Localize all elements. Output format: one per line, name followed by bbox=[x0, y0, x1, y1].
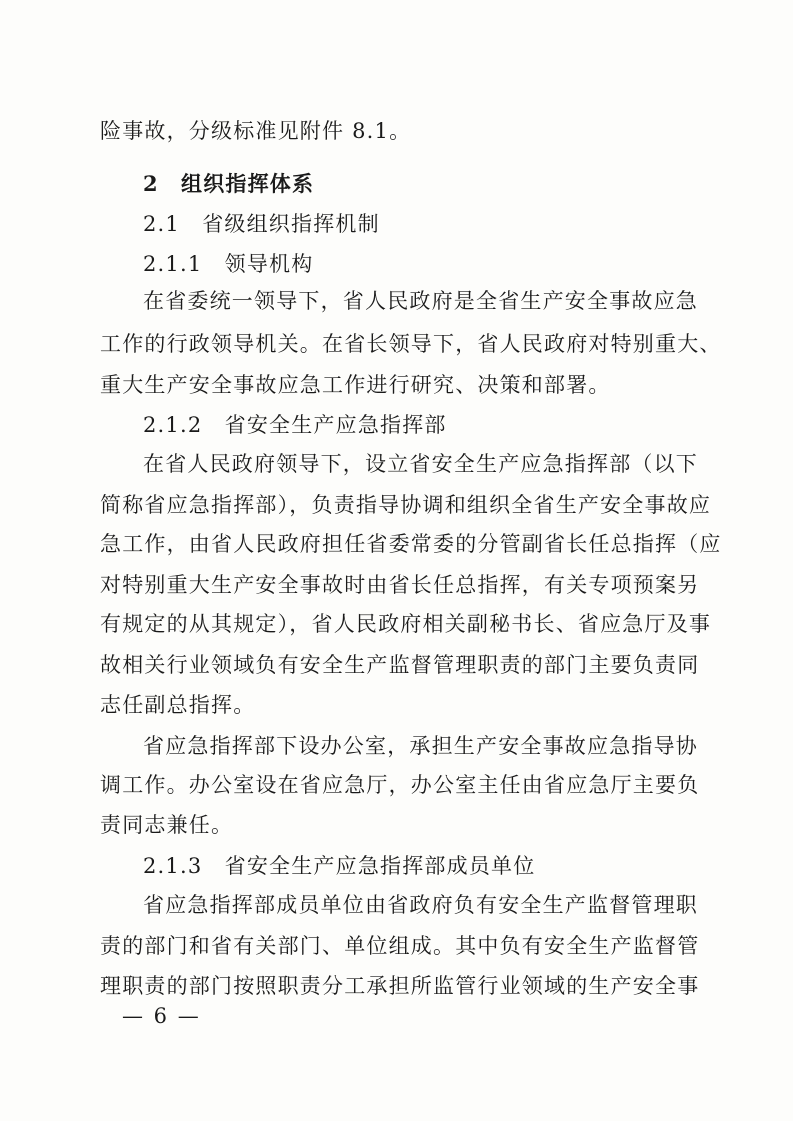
paragraph-line: 责同志兼任。 bbox=[100, 813, 234, 837]
paragraph-line: 调工作。办公室设在省应急厅，办公室主任由省应急厅主要负 bbox=[100, 773, 700, 797]
subsection-heading: 2.1 省级组织指挥机制 bbox=[143, 212, 380, 236]
text-line: 险事故，分级标准见附件 8.1。 bbox=[100, 119, 412, 143]
subsection-heading: 2.1.2 省安全生产应急指挥部 bbox=[143, 413, 447, 437]
paragraph-line: 在省人民政府领导下，设立省安全生产应急指挥部（以下 bbox=[143, 452, 698, 476]
paragraph-line: 简称省应急指挥部），负责指导协调和组织全省生产安全事故应 bbox=[100, 493, 712, 517]
paragraph-line: 在省委统一领导下，省人民政府是全省生产安全事故应急 bbox=[143, 289, 698, 313]
subsection-heading: 2.1.3 省安全生产应急指挥部成员单位 bbox=[143, 854, 536, 878]
paragraph-line: 责的部门和省有关部门、单位组成。其中负有安全生产监督管 bbox=[100, 934, 700, 958]
subsection-heading: 2.1.1 领导机构 bbox=[143, 252, 314, 276]
paragraph-line: 工作的行政领导机关。在省长领导下，省人民政府对特别重大、 bbox=[100, 332, 722, 356]
paragraph-line: 省应急指挥部成员单位由省政府负有安全生产监督管理职 bbox=[143, 893, 698, 917]
page-number: — 6 — bbox=[122, 1004, 201, 1028]
paragraph-line: 有规定的从其规定），省人民政府相关副秘书长、省应急厅及事 bbox=[100, 612, 712, 636]
paragraph-line: 重大生产安全事故应急工作进行研究、决策和部署。 bbox=[100, 373, 611, 397]
paragraph-line: 急工作，由省人民政府担任省委常委的分管副省长任总指挥（应 bbox=[100, 532, 722, 556]
section-heading: 2 组织指挥体系 bbox=[143, 171, 315, 196]
paragraph-line: 志任副总指挥。 bbox=[100, 693, 256, 717]
paragraph-line: 省应急指挥部下设办公室，承担生产安全事故应急指导协 bbox=[143, 734, 698, 758]
paragraph-line: 对特别重大生产安全事故时由省长任总指挥，有关专项预案另 bbox=[100, 573, 700, 597]
paragraph-line: 故相关行业领域负有安全生产监督管理职责的部门主要负责同 bbox=[100, 653, 700, 677]
paragraph-line: 理职责的部门按照职责分工承担所监管行业领域的生产安全事 bbox=[100, 974, 700, 998]
